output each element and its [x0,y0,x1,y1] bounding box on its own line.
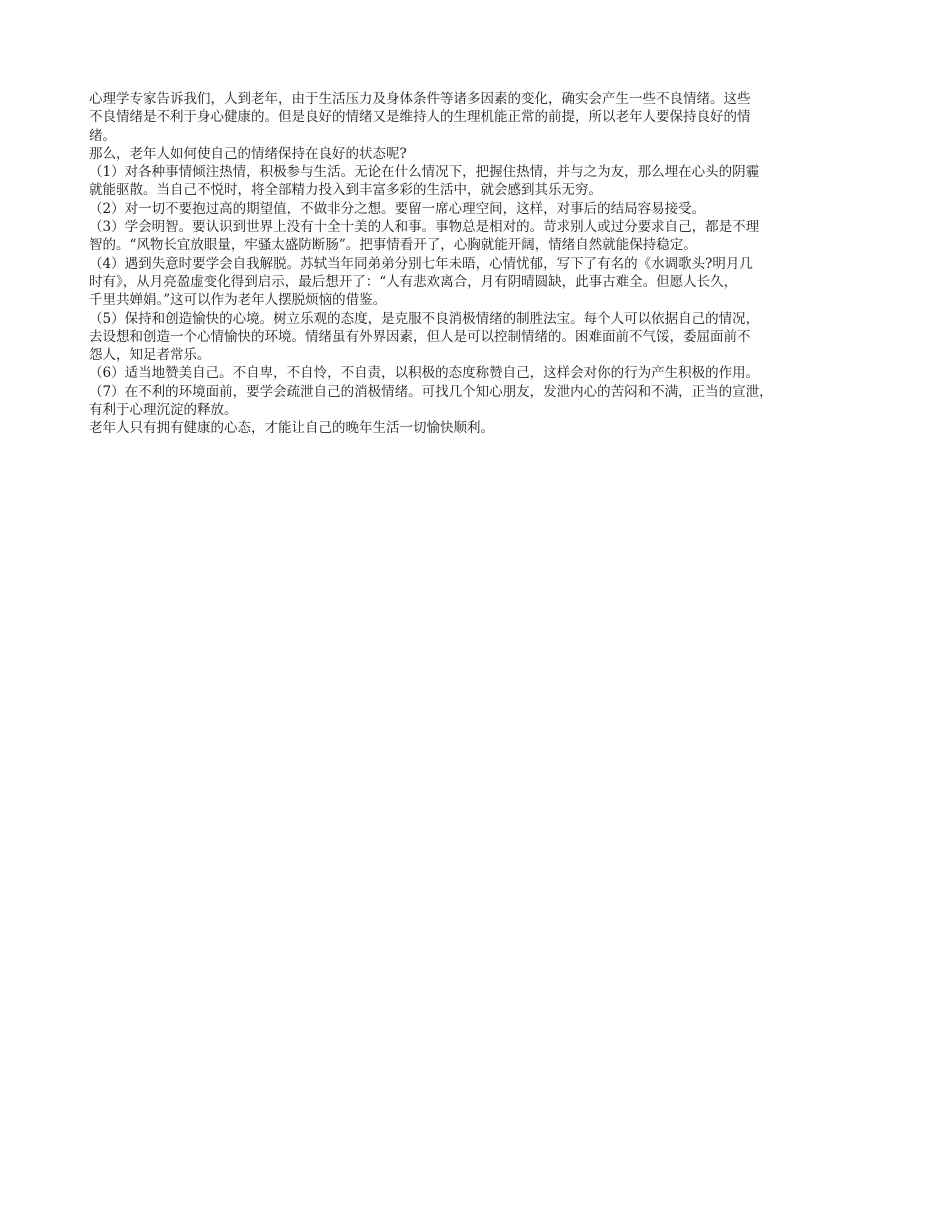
text-line: 有利于心理沉淀的释放。 [89,402,238,419]
question-paragraph [89,145,869,163]
text-line: 那么，老年人如何使自己的情绪保持在良好的状态呢? [89,145,407,162]
text-line: 就能驱散。当自己不悦时，将全部精力投入到丰富多彩的生活中，就会感到其乐无穷。 [89,182,602,199]
tip-3-paragraph [89,218,869,255]
text-line: （5）保持和创造愉快的心境。树立乐观的态度，是克服不良消极情绪的制胜法宝。每个人可以依据自己的情况， [89,310,760,327]
tip-1-paragraph [89,163,869,200]
tip-6-paragraph [89,364,869,382]
text-line: （1）对各种事情倾注热情，积极参与生活。无论在什么情况下，把握住热情，并与之为友，那么埋在心头的阴霾 [89,164,760,181]
text-line: 去设想和创造一个心情愉快的环境。情绪虽有外界因素，但人是可以控制情绪的。困难面前不气馁，委屈面前不 [89,328,751,345]
text-line: （3）学会明智。要认识到世界上没有十全十美的人和事。事物总是相对的。苛求别人或过分要求自己，都是不理 [89,219,760,236]
text-line: 怨人，知足者常乐。 [89,347,211,364]
tip-5-paragraph [89,310,869,365]
tip-7-paragraph [89,383,869,420]
text-line: （2）对一切不要抱过高的期望值，不做非分之想。要留一席心理空间，这样，对事后的结局容易接受。 [89,200,706,217]
text-line: 不良情绪是不利于身心健康的。但是良好的情绪又是维持人的生理机能正常的前提，所以老年人要保持良好的情 [89,109,751,126]
conclusion-paragraph [89,419,869,437]
text-line: （6）适当地赞美自己。不自卑，不自怜，不自责，以积极的态度称赞自己，这样会对你的行为产生积极的作用。 [89,365,760,382]
intro-paragraph [89,90,869,145]
text-line: 千里共婵娟。”这可以作为老年人摆脱烦恼的借鉴。 [89,292,387,309]
text-line: 老年人只有拥有健康的心态，才能让自己的晚年生活一切愉快顺利。 [89,420,494,437]
text-line: （4）遇到失意时要学会自我解脱。苏轼当年同弟弟分别七年未晤，心情忧郁，写下了有名的《水调歌头?明月几 [89,255,753,272]
tip-4-paragraph [89,255,869,310]
text-line: 绪。 [89,127,116,144]
tip-2-paragraph [89,200,869,218]
text-line: 心理学专家告诉我们，人到老年，由于生活压力及身体条件等诸多因素的变化，确实会产生一些不良情绪。这些 [89,91,751,107]
article-body [89,90,869,438]
text-line: 智的。“风物长宜放眼量，牢骚太盛防断肠”。把事情看开了，心胸就能开阔，情绪自然就能保持稳定。 [89,237,697,254]
text-line: 时有》，从月亮盈虚变化得到启示，最后想开了：“人有悲欢离合，月有阴晴圆缺，此事古难全。但愿人长久， [89,273,738,290]
text-line: （7）在不利的环境面前，要学会疏泄自己的消极情绪。可找几个知心朋友，发泄内心的苦闷和不满，正当的宣泄， [89,383,773,400]
